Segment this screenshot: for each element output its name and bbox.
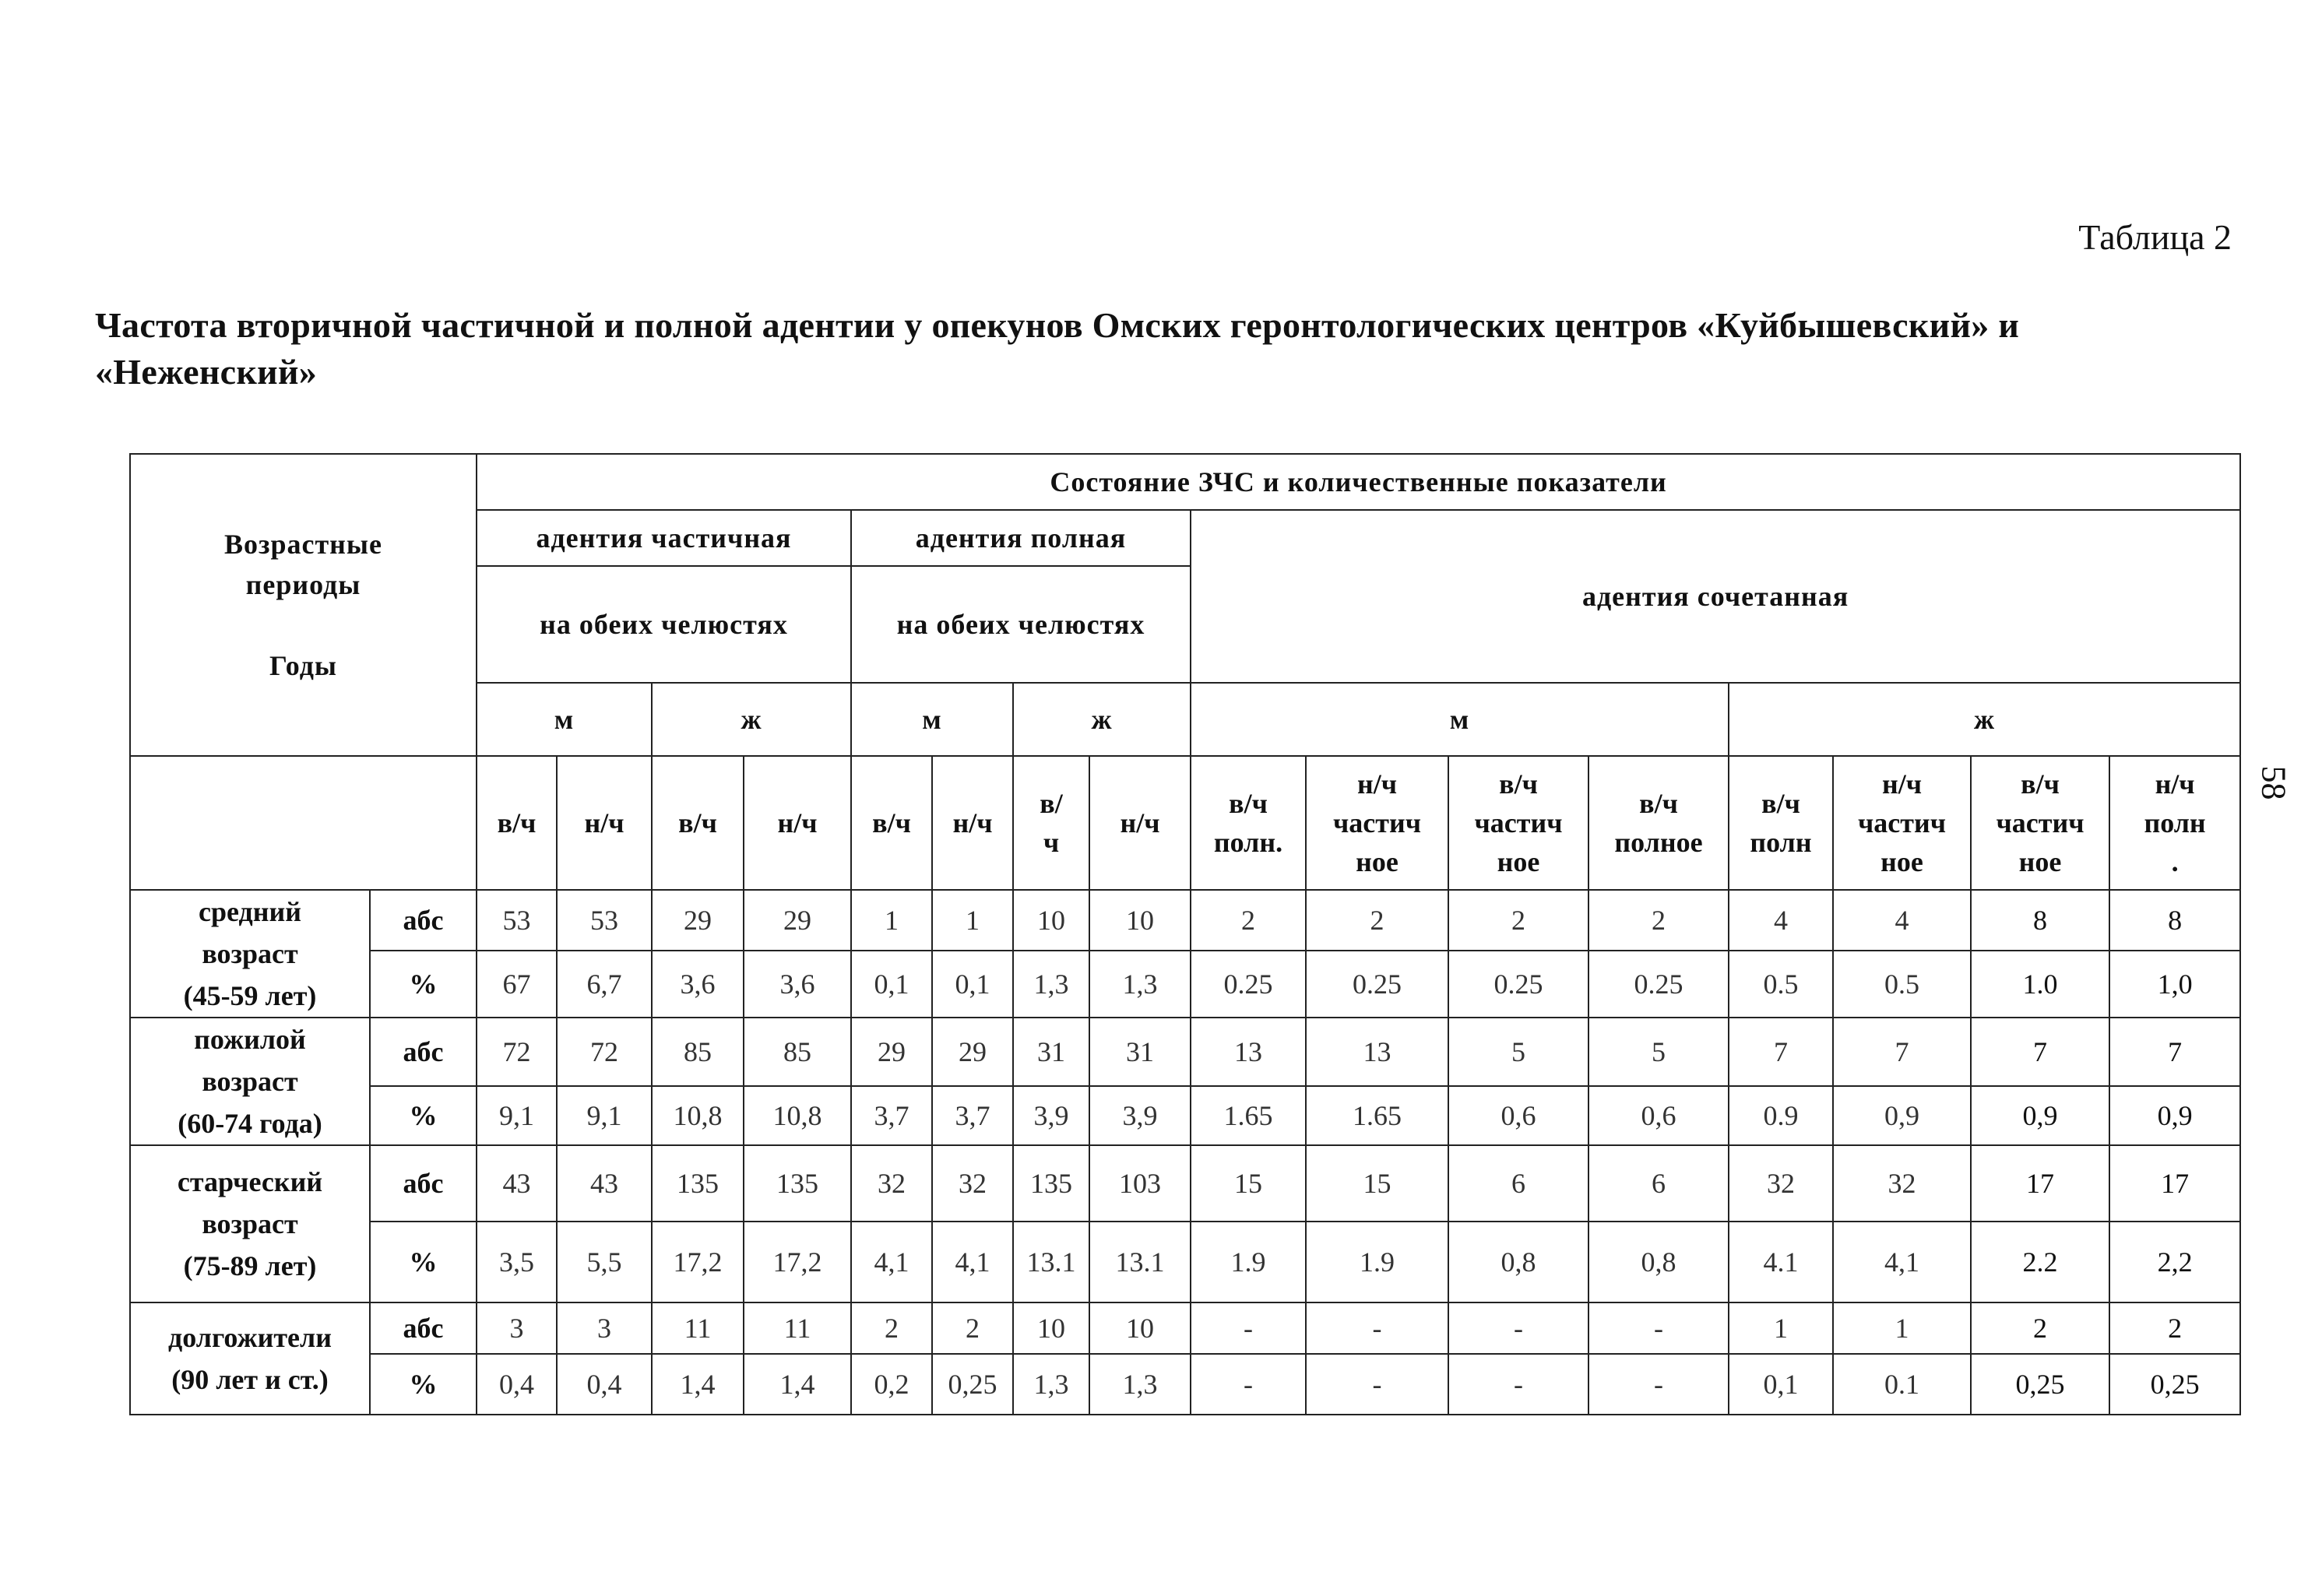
table-cell: 4.1: [1729, 1222, 1833, 1302]
column-subheader: н/ч частич ное: [1306, 756, 1448, 890]
table-cell: 1,3: [1089, 1354, 1191, 1415]
table-cell: 13.1: [1013, 1222, 1089, 1302]
table-cell: 0,25: [932, 1354, 1013, 1415]
table-cell: 1.9: [1306, 1222, 1448, 1302]
table-cell: 0,1: [1729, 1354, 1833, 1415]
table-cell: 43: [557, 1145, 652, 1222]
table-cell: 7: [1729, 1018, 1833, 1086]
table-cell: 135: [1013, 1145, 1089, 1222]
table-cell: 29: [932, 1018, 1013, 1086]
group-combined-header: адентия сочетанная: [1191, 510, 2240, 683]
unit-percent: %: [370, 1222, 477, 1302]
table-cell: 0,6: [1588, 1086, 1729, 1145]
table-cell: -: [1448, 1302, 1588, 1354]
table-row: [130, 951, 2240, 1018]
table-cell: 0,8: [1588, 1222, 1729, 1302]
age-group-label: старческий возраст (75-89 лет): [130, 1145, 370, 1302]
table-cell: 15: [1191, 1145, 1306, 1222]
column-subheader: в/ч: [477, 756, 557, 890]
table-cell: 0,2: [851, 1354, 932, 1415]
table-cell: 0,4: [557, 1354, 652, 1415]
table-cell: 2: [1191, 890, 1306, 951]
sex-m-full: м: [851, 683, 1013, 756]
age-group-label: средний возраст (45-59 лет): [130, 890, 370, 1018]
sex-m-partial: м: [477, 683, 652, 756]
document-title: Частота вторичной частичной и полной адентии у опекунов Омских геронтологических центров «Куйбышевский» и «Неженский»: [95, 305, 2020, 392]
column-subheader: в/ч полн.: [1191, 756, 1306, 890]
table-cell: 5: [1448, 1018, 1588, 1086]
table-cell: 1,3: [1013, 951, 1089, 1018]
table-cell: 32: [1833, 1145, 1971, 1222]
column-subheader: в/ч полн: [1729, 756, 1833, 890]
table-cell: 2: [1448, 890, 1588, 951]
table-cell: 3,9: [1013, 1086, 1089, 1145]
table-cell: -: [1306, 1354, 1448, 1415]
table-cell: 1: [1729, 1302, 1833, 1354]
column-subheader: в/ч частич ное: [1971, 756, 2109, 890]
age-group-label: долгожители (90 лет и ст.): [130, 1302, 370, 1415]
table-cell: 10,8: [744, 1086, 851, 1145]
main-header: Состояние ЗЧС и количественные показатели: [477, 454, 2240, 510]
table-cell: 7: [1833, 1018, 1971, 1086]
table-cell: -: [1306, 1302, 1448, 1354]
group-full-header: адентия полная: [851, 510, 1191, 566]
table-cell: 32: [1729, 1145, 1833, 1222]
column-subheader: н/ч: [744, 756, 851, 890]
table-cell: 2: [932, 1302, 1013, 1354]
sex-m-combined: м: [1191, 683, 1729, 756]
table-cell: 1: [1833, 1302, 1971, 1354]
table-cell: 7: [2109, 1018, 2240, 1086]
table-cell: 4: [1729, 890, 1833, 951]
table-cell: 17: [1971, 1145, 2109, 1222]
table-cell: 0,25: [1971, 1354, 2109, 1415]
table-cell: 13.1: [1089, 1222, 1191, 1302]
table-cell: 1,0: [2109, 951, 2240, 1018]
table-cell: 32: [851, 1145, 932, 1222]
table-cell: 8: [1971, 890, 2109, 951]
table-cell: 3: [557, 1302, 652, 1354]
table-cell: 0,9: [1971, 1086, 2109, 1145]
table-cell: 6: [1588, 1145, 1729, 1222]
table-cell: 135: [744, 1145, 851, 1222]
table-cell: 1.65: [1306, 1086, 1448, 1145]
table-cell: 0,1: [851, 951, 932, 1018]
table-cell: 67: [477, 951, 557, 1018]
table-cell: 6: [1448, 1145, 1588, 1222]
table-cell: 2,2: [2109, 1222, 2240, 1302]
unit-percent: %: [370, 1086, 477, 1145]
column-subheader: в/ ч: [1013, 756, 1089, 890]
table-cell: 72: [477, 1018, 557, 1086]
table-cell: 0,4: [477, 1354, 557, 1415]
unit-abs: абс: [370, 890, 477, 951]
table-row: [130, 1354, 2240, 1415]
table-cell: 10: [1013, 1302, 1089, 1354]
unit-abs: абс: [370, 1018, 477, 1086]
table-cell: 1.9: [1191, 1222, 1306, 1302]
table-cell: 0,1: [932, 951, 1013, 1018]
table-cell: -: [1448, 1354, 1588, 1415]
table-cell: -: [1588, 1354, 1729, 1415]
column-subheader: в/ч: [652, 756, 744, 890]
column-subheader: в/ч частич ное: [1448, 756, 1588, 890]
table-cell: 0.9: [1729, 1086, 1833, 1145]
column-subheader: н/ч полн .: [2109, 756, 2240, 890]
table-cell: 29: [851, 1018, 932, 1086]
column-subheader: в/ч: [851, 756, 932, 890]
table-cell: 10,8: [652, 1086, 744, 1145]
table-cell: 0.25: [1306, 951, 1448, 1018]
table-cell: 3,7: [932, 1086, 1013, 1145]
table-cell: 1,3: [1089, 951, 1191, 1018]
sex-f-combined: ж: [1729, 683, 2240, 756]
table-cell: 53: [477, 890, 557, 951]
table-row: [130, 1086, 2240, 1145]
table-cell: 1: [932, 890, 1013, 951]
table-cell: 17,2: [652, 1222, 744, 1302]
table-cell: 72: [557, 1018, 652, 1086]
table-cell: -: [1191, 1354, 1306, 1415]
table-cell: 17: [2109, 1145, 2240, 1222]
unit-abs: абс: [370, 1302, 477, 1354]
table-cell: 5,5: [557, 1222, 652, 1302]
table-cell: 31: [1013, 1018, 1089, 1086]
table-cell: 32: [932, 1145, 1013, 1222]
table-cell: 0.1: [1833, 1354, 1971, 1415]
table-cell: -: [1191, 1302, 1306, 1354]
table-cell: 0.5: [1833, 951, 1971, 1018]
table-cell: 53: [557, 890, 652, 951]
adentia-frequency-table: [129, 453, 2241, 1415]
table-cell: 4,1: [932, 1222, 1013, 1302]
table-cell: 85: [744, 1018, 851, 1086]
table-cell: 0,25: [2109, 1354, 2240, 1415]
table-row: [130, 1018, 2240, 1086]
age-group-label: пожилой возраст (60-74 года): [130, 1018, 370, 1145]
table-row: [130, 1302, 2240, 1354]
table-cell: 9,1: [477, 1086, 557, 1145]
unit-percent: %: [370, 1354, 477, 1415]
table-cell: 0,9: [2109, 1086, 2240, 1145]
corner-header: Возрастные периоды Годы: [130, 454, 477, 756]
table-cell: 11: [744, 1302, 851, 1354]
both-jaws-partial-header: на обеих челюстях: [477, 566, 851, 683]
table-cell: 10: [1089, 890, 1191, 951]
table-cell: 7: [1971, 1018, 2109, 1086]
both-jaws-full-header: на обеих челюстях: [851, 566, 1191, 683]
table-cell: 1,4: [652, 1354, 744, 1415]
table-cell: 0,9: [1833, 1086, 1971, 1145]
column-subheader: н/ч: [557, 756, 652, 890]
column-subheader: в/ч полное: [1588, 756, 1729, 890]
corner-spacer: [130, 756, 477, 890]
table-cell: 29: [652, 890, 744, 951]
table-cell: 17,2: [744, 1222, 851, 1302]
table-cell: 0.25: [1448, 951, 1588, 1018]
table-cell: 0,8: [1448, 1222, 1588, 1302]
table-cell: 1: [851, 890, 932, 951]
table-label: Таблица 2: [2078, 217, 2232, 257]
table-cell: 0,6: [1448, 1086, 1588, 1145]
table-cell: 13: [1306, 1018, 1448, 1086]
table-cell: 13: [1191, 1018, 1306, 1086]
table-cell: 1,3: [1013, 1354, 1089, 1415]
table-cell: 3: [477, 1302, 557, 1354]
table-cell: 10: [1089, 1302, 1191, 1354]
table-cell: 0.25: [1588, 951, 1729, 1018]
table-cell: 8: [2109, 890, 2240, 951]
table-row: [130, 1145, 2240, 1222]
table-cell: 6,7: [557, 951, 652, 1018]
table-cell: 3,6: [652, 951, 744, 1018]
table-cell: -: [1588, 1302, 1729, 1354]
table-row: [130, 1222, 2240, 1302]
table-cell: 2: [851, 1302, 932, 1354]
sex-f-partial: ж: [652, 683, 851, 756]
table-cell: 15: [1306, 1145, 1448, 1222]
table-row: [130, 890, 2240, 951]
table-cell: 0.25: [1191, 951, 1306, 1018]
column-subheader: н/ч: [1089, 756, 1191, 890]
table-cell: 2: [1971, 1302, 2109, 1354]
table-cell: 10: [1013, 890, 1089, 951]
group-partial-header: адентия частичная: [477, 510, 851, 566]
table-cell: 2: [2109, 1302, 2240, 1354]
table-cell: 3,7: [851, 1086, 932, 1145]
column-subheader: н/ч частич ное: [1833, 756, 1971, 890]
table-cell: 1.65: [1191, 1086, 1306, 1145]
table-cell: 5: [1588, 1018, 1729, 1086]
table-cell: 0.5: [1729, 951, 1833, 1018]
table-cell: 29: [744, 890, 851, 951]
table-cell: 2: [1588, 890, 1729, 951]
table-cell: 103: [1089, 1145, 1191, 1222]
page-number: 58: [2254, 765, 2293, 800]
table-cell: 43: [477, 1145, 557, 1222]
table-cell: 4: [1833, 890, 1971, 951]
table-cell: 11: [652, 1302, 744, 1354]
table-cell: 9,1: [557, 1086, 652, 1145]
column-subheader: н/ч: [932, 756, 1013, 890]
table-cell: 4,1: [851, 1222, 932, 1302]
table-cell: 3,5: [477, 1222, 557, 1302]
unit-percent: %: [370, 951, 477, 1018]
table-cell: 2.2: [1971, 1222, 2109, 1302]
sex-f-full: ж: [1013, 683, 1191, 756]
table-cell: 1,4: [744, 1354, 851, 1415]
unit-abs: абс: [370, 1145, 477, 1222]
table-cell: 1.0: [1971, 951, 2109, 1018]
table-cell: 3,9: [1089, 1086, 1191, 1145]
table-cell: 135: [652, 1145, 744, 1222]
table-cell: 85: [652, 1018, 744, 1086]
table-cell: 31: [1089, 1018, 1191, 1086]
table-cell: 2: [1306, 890, 1448, 951]
table-cell: 3,6: [744, 951, 851, 1018]
table-cell: 4,1: [1833, 1222, 1971, 1302]
